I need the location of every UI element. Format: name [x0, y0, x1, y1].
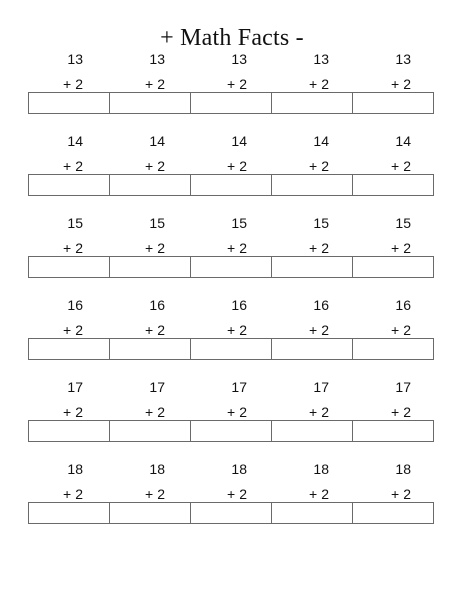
addend-line [63, 486, 83, 502]
second-number: 2 [403, 486, 411, 502]
second-number: 2 [75, 486, 83, 502]
problem-row [28, 461, 438, 543]
first-number: 16 [313, 297, 329, 313]
addend-line [391, 76, 411, 92]
addend-line [391, 240, 411, 256]
second-number: 2 [157, 76, 165, 92]
answer-box[interactable] [271, 502, 353, 524]
answer-box[interactable] [190, 174, 272, 196]
answer-box[interactable] [109, 502, 191, 524]
addend-line [309, 322, 329, 338]
plus-operator: + [63, 240, 72, 256]
second-number: 2 [321, 322, 329, 338]
first-number: 13 [149, 51, 165, 67]
answer-row [28, 256, 434, 278]
plus-operator: + [391, 486, 400, 502]
answer-box[interactable] [352, 338, 434, 360]
plus-operator: + [145, 322, 154, 338]
plus-operator: + [63, 404, 72, 420]
addend-line [63, 240, 83, 256]
addend-line [309, 158, 329, 174]
answer-box[interactable] [109, 420, 191, 442]
answer-box[interactable] [352, 174, 434, 196]
answer-box[interactable] [28, 338, 110, 360]
answer-box[interactable] [352, 502, 434, 524]
answer-box[interactable] [109, 256, 191, 278]
answer-box[interactable] [271, 420, 353, 442]
second-number: 2 [321, 76, 329, 92]
first-number: 16 [231, 297, 247, 313]
first-number: 16 [67, 297, 83, 313]
addend-line [309, 404, 329, 420]
first-number: 14 [231, 133, 247, 149]
answer-box[interactable] [109, 92, 191, 114]
addend-line [227, 76, 247, 92]
plus-operator: + [309, 240, 318, 256]
answer-row [28, 92, 434, 114]
plus-operator: + [227, 158, 236, 174]
answer-box[interactable] [271, 256, 353, 278]
first-number: 18 [231, 461, 247, 477]
plus-operator: + [227, 486, 236, 502]
plus-operator: + [145, 158, 154, 174]
answer-box[interactable] [352, 92, 434, 114]
second-number: 2 [403, 404, 411, 420]
second-number: 2 [403, 240, 411, 256]
answer-box[interactable] [190, 256, 272, 278]
plus-operator: + [227, 76, 236, 92]
addend-line [309, 76, 329, 92]
first-number: 14 [149, 133, 165, 149]
answer-box[interactable] [271, 338, 353, 360]
addend-line [227, 404, 247, 420]
answer-row [28, 420, 434, 442]
problem-grid [28, 51, 438, 543]
first-number: 15 [149, 215, 165, 231]
second-number: 2 [157, 486, 165, 502]
answer-box[interactable] [109, 174, 191, 196]
answer-box[interactable] [109, 338, 191, 360]
problem-row [28, 215, 438, 297]
plus-operator: + [227, 240, 236, 256]
answer-box[interactable] [190, 92, 272, 114]
problem-row [28, 51, 438, 133]
first-number: 18 [67, 461, 83, 477]
addend-line [227, 322, 247, 338]
addend-line [227, 240, 247, 256]
second-number: 2 [75, 158, 83, 174]
second-number: 2 [239, 486, 247, 502]
plus-operator: + [309, 76, 318, 92]
second-number: 2 [157, 240, 165, 256]
second-number: 2 [403, 76, 411, 92]
first-number: 17 [395, 379, 411, 395]
answer-box[interactable] [28, 502, 110, 524]
addend-line [391, 486, 411, 502]
addend-line [227, 486, 247, 502]
first-number: 14 [313, 133, 329, 149]
answer-box[interactable] [271, 174, 353, 196]
answer-row [28, 174, 434, 196]
plus-operator: + [309, 404, 318, 420]
first-number: 17 [67, 379, 83, 395]
first-number: 17 [313, 379, 329, 395]
addend-line [63, 404, 83, 420]
first-number: 17 [149, 379, 165, 395]
answer-box[interactable] [352, 420, 434, 442]
problem-row [28, 297, 438, 379]
worksheet-title: + Math Facts - [160, 25, 304, 51]
second-number: 2 [239, 322, 247, 338]
addend-line [391, 158, 411, 174]
plus-operator: + [391, 322, 400, 338]
addend-line [309, 486, 329, 502]
plus-operator: + [391, 76, 400, 92]
second-number: 2 [321, 404, 329, 420]
second-number: 2 [321, 158, 329, 174]
plus-operator: + [309, 158, 318, 174]
plus-operator: + [145, 404, 154, 420]
addend-line [145, 76, 165, 92]
addend-line [63, 158, 83, 174]
answer-box[interactable] [190, 502, 272, 524]
second-number: 2 [75, 404, 83, 420]
first-number: 15 [67, 215, 83, 231]
addend-line [145, 404, 165, 420]
plus-operator: + [227, 404, 236, 420]
second-number: 2 [157, 322, 165, 338]
first-number: 13 [67, 51, 83, 67]
first-number: 16 [395, 297, 411, 313]
plus-operator: + [145, 240, 154, 256]
answer-box[interactable] [28, 420, 110, 442]
plus-operator: + [309, 322, 318, 338]
first-number: 13 [231, 51, 247, 67]
second-number: 2 [321, 240, 329, 256]
second-number: 2 [239, 158, 247, 174]
addend-line [391, 322, 411, 338]
addend-line [63, 76, 83, 92]
problem-row [28, 379, 438, 461]
first-number: 14 [67, 133, 83, 149]
plus-operator: + [391, 158, 400, 174]
second-number: 2 [75, 240, 83, 256]
first-number: 18 [313, 461, 329, 477]
plus-operator: + [145, 486, 154, 502]
answer-box[interactable] [352, 256, 434, 278]
first-number: 13 [313, 51, 329, 67]
addend-line [227, 158, 247, 174]
answer-box[interactable] [28, 256, 110, 278]
plus-operator: + [309, 486, 318, 502]
answer-row [28, 338, 434, 360]
first-number: 18 [395, 461, 411, 477]
first-number: 17 [231, 379, 247, 395]
second-number: 2 [239, 240, 247, 256]
addend-line [145, 322, 165, 338]
second-number: 2 [75, 322, 83, 338]
plus-operator: + [63, 158, 72, 174]
answer-box[interactable] [271, 92, 353, 114]
second-number: 2 [321, 486, 329, 502]
first-number: 15 [313, 215, 329, 231]
plus-operator: + [63, 76, 72, 92]
addend-line [145, 240, 165, 256]
addend-line [63, 322, 83, 338]
first-number: 15 [231, 215, 247, 231]
first-number: 16 [149, 297, 165, 313]
first-number: 13 [395, 51, 411, 67]
plus-operator: + [391, 240, 400, 256]
plus-operator: + [227, 322, 236, 338]
addend-line [145, 158, 165, 174]
answer-box[interactable] [28, 92, 110, 114]
second-number: 2 [157, 158, 165, 174]
first-number: 14 [395, 133, 411, 149]
problem-row [28, 133, 438, 215]
first-number: 18 [149, 461, 165, 477]
answer-row [28, 502, 434, 524]
plus-operator: + [63, 322, 72, 338]
plus-operator: + [63, 486, 72, 502]
addend-line [391, 404, 411, 420]
second-number: 2 [75, 76, 83, 92]
second-number: 2 [403, 322, 411, 338]
answer-box[interactable] [190, 420, 272, 442]
answer-box[interactable] [28, 174, 110, 196]
addend-line [309, 240, 329, 256]
second-number: 2 [239, 404, 247, 420]
plus-operator: + [145, 76, 154, 92]
plus-operator: + [391, 404, 400, 420]
addend-line [145, 486, 165, 502]
second-number: 2 [403, 158, 411, 174]
second-number: 2 [239, 76, 247, 92]
first-number: 15 [395, 215, 411, 231]
answer-box[interactable] [190, 338, 272, 360]
second-number: 2 [157, 404, 165, 420]
